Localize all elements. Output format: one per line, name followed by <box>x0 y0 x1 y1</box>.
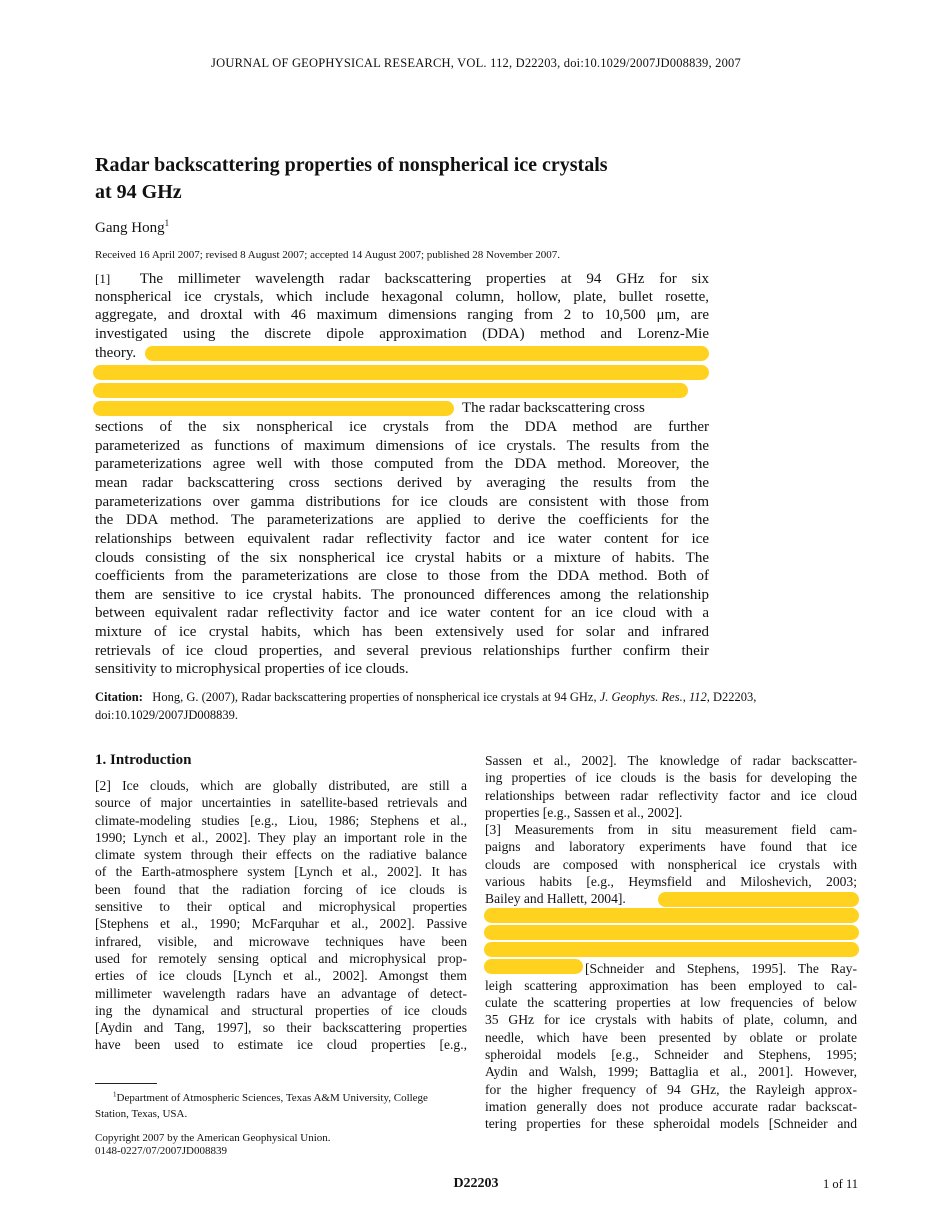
abstract-line: mixture of ice crystal habits, which has been extensively used for solar and infrared <box>95 624 709 640</box>
abstract-line: clouds consisting of the six nonspherical ice crystal habits or a mixture of habits. The <box>95 550 709 566</box>
body-line: [Aydin and Tang, 1997], so their backscattering properties <box>95 1020 467 1036</box>
body-line: have been used to estimate ice cloud properties [e.g., <box>95 1037 467 1053</box>
body-line: climate-modeling studies [e.g., Liou, 1986; Stephens et al., <box>95 812 467 828</box>
citation-text: Hong, G. (2007), Radar backscattering properties of nonspherical ice crystals at 94 GHz, <box>152 690 600 704</box>
publication-dates: Received 16 April 2007; revised 8 August 2007; accepted 14 August 2007; published 28 November 2007. <box>95 249 560 261</box>
abstract-line: retrievals of ice cloud properties, and several previous relationships further confirm their <box>95 643 709 659</box>
body-line: infrared, visible, and microwave techniques have been <box>95 933 467 949</box>
body-line: spheroidal models [e.g., Schneider and Stephens, 1995; <box>485 1047 857 1063</box>
body-line: ing properties of ice clouds is the basis for developing the <box>485 770 857 786</box>
document-id: D22203 <box>453 1176 499 1191</box>
highlight-mark <box>93 401 454 416</box>
body-line: of the Earth-atmosphere system [Lynch et al., 2002]. It has <box>95 864 467 880</box>
title-line-1: Radar backscattering properties of nonspherical ice crystals <box>95 154 608 176</box>
article-title <box>95 152 775 206</box>
abstract-line: nonspherical ice crystals, which include hexagonal column, hollow, plate, bullet rosette, <box>95 289 709 305</box>
body-line: properties [e.g., Sassen et al., 2002]. <box>485 804 683 820</box>
abstract-line: the DDA method. The parameterizations are applied to derive the coefficients for the <box>95 512 709 528</box>
body-line: Bailey and Hallett, 2004]. <box>485 891 626 907</box>
body-line: climate system through their effects on the radiative balance <box>95 847 467 863</box>
author-name <box>95 218 169 237</box>
body-line: [2] Ice clouds, which are globally distributed, are still a <box>95 778 467 793</box>
body-line: paigns and laboratory experiments have found that ice <box>485 839 857 855</box>
body-line: been found that the radiation forcing of ice clouds is <box>95 881 467 897</box>
paragraph-number: [1] <box>95 271 111 286</box>
footnote-text-2: Station, Texas, USA. <box>95 1107 188 1120</box>
abstract-line: them are sensitive to ice crystal habits. The pronounced differences among the relationship <box>95 587 709 603</box>
abstract-line: parameterized as functions of maximum dimensions of ice crystals. The results from the <box>95 438 709 454</box>
body-line: millimeter wavelength radars have an advantage of detect- <box>95 985 467 1001</box>
body-line: [3] Measurements from in situ measurement field cam- <box>485 822 857 838</box>
body-line: needle, which have been presented by oblate or prolate <box>485 1029 857 1045</box>
body-line: Aydin and Walsh, 1999; Battaglia et al., 2001]. However, <box>485 1064 857 1080</box>
body-line: erties of ice clouds [Lynch et al., 2002]. Amongst them <box>95 968 467 984</box>
author-text: Gang Hong <box>95 220 165 236</box>
body-line: source of major uncertainties in satellite-based retrievals and <box>95 795 467 811</box>
title-line-2: at 94 GHz <box>95 181 182 203</box>
page-number: 1 of 11 <box>823 1177 858 1191</box>
author-affiliation-marker: 1 <box>164 218 170 228</box>
highlight-mark <box>484 959 583 974</box>
body-line: [Schneider and Stephens, 1995]. The Ray- <box>585 960 857 976</box>
abstract-line: sensitivity to microphysical properties of ice clouds. <box>95 661 409 677</box>
abstract-line: relationships between equivalent radar reflectivity factor and ice water content for ice <box>95 531 709 547</box>
running-head: JOURNAL OF GEOPHYSICAL RESEARCH, VOL. 112, D22203, doi:10.1029/2007JD008839, 2007 <box>211 56 741 70</box>
citation-volume: 112 <box>688 690 707 704</box>
abstract-line: sections of the six nonspherical ice crystals from the DDA method are further <box>95 419 709 435</box>
body-line: relationships between radar reflectivity factor and ice cloud <box>485 787 857 803</box>
body-line: used for remotely sensing optical and microphysical prop- <box>95 950 467 966</box>
copyright-line: Copyright 2007 by the American Geophysical Union. <box>95 1132 331 1144</box>
body-line: tering properties for these spheroidal models [Schneider and <box>485 1116 857 1132</box>
abstract-line: parameterizations over gamma distributions for ice clouds are consistent with those from <box>95 494 709 510</box>
body-line: for the higher frequency of 94 GHz, the Rayleigh approx- <box>485 1081 857 1097</box>
footnote-marker: 1 <box>113 1090 117 1098</box>
body-line: leigh scattering approximation has been employed to cal- <box>485 977 857 993</box>
body-line: [Stephens et al., 1990; McFarquhar et al., 2002]. Passive <box>95 916 467 932</box>
citation-text-tail: , D22203, <box>706 690 757 704</box>
highlight-mark <box>484 925 859 940</box>
body-column-left <box>95 777 467 1054</box>
abstract-line <box>95 269 709 289</box>
footnote <box>95 1086 467 1122</box>
highlight-mark <box>484 908 859 923</box>
body-line: sensitive to their optical and microphysical properties <box>95 899 467 915</box>
footnote-text: Department of Atmospheric Sciences, Texas A&M University, College <box>116 1091 428 1104</box>
abstract-line: coefficients from the parameterizations are close to those from the DDA method. Both of <box>95 568 709 584</box>
citation <box>95 688 857 724</box>
abstract-line: mean radar backscattering cross sections derived by averaging the results from the <box>95 475 709 491</box>
highlight-mark <box>145 346 709 361</box>
abstract-line: The radar backscattering cross <box>462 400 645 416</box>
citation-journal: J. Geophys. Res. <box>599 690 683 704</box>
abstract-line: between equivalent radar reflectivity factor and ice water content for an ice cloud with a <box>95 605 709 621</box>
highlight-mark <box>93 365 709 380</box>
copyright <box>95 1132 331 1158</box>
citation-label: Citation: <box>95 690 143 704</box>
body-line: Sassen et al., 2002]. The knowledge of radar backscatter- <box>485 753 857 768</box>
abstract-line: theory. <box>95 345 137 361</box>
section-heading: 1. Introduction <box>95 752 192 768</box>
body-line: clouds are composed with nonspherical ice crystals with <box>485 856 857 872</box>
abstract-line: aggregate, and droxtal with 46 maximum dimensions ranging from 2 to 10,500 μm, are <box>95 307 709 323</box>
body-line: ing the dynamical and structural properties of ice clouds <box>95 1002 467 1018</box>
body-line: imation generally does not produce accurate radar backscat- <box>485 1098 857 1114</box>
abstract-line-text: The millimeter wavelength radar backscattering properties at 94 GHz for six <box>139 271 710 287</box>
citation-doi: doi:10.1029/2007JD008839. <box>95 708 239 722</box>
abstract-line: parameterizations agree well with those computed from the DDA method. Moreover, the <box>95 456 709 472</box>
abstract-line: investigated using the discrete dipole approximation (DDA) method and Lorenz-Mie <box>95 326 709 342</box>
highlight-mark <box>484 942 859 957</box>
body-line: 35 GHz for ice crystals with habits of plate, column, and <box>485 1012 857 1028</box>
highlight-mark <box>93 383 688 398</box>
issn-line: 0148-0227/07/2007JD008839 <box>95 1145 227 1157</box>
highlight-mark <box>658 892 859 907</box>
body-line: 1990; Lynch et al., 2002]. They play an important role in the <box>95 829 467 845</box>
body-line: culate the scattering properties at low frequencies of below <box>485 995 857 1011</box>
footnote-rule <box>95 1083 157 1084</box>
citation-sep: , <box>682 690 689 704</box>
body-line: various habits [e.g., Heymsfield and Miloshevich, 2003; <box>485 874 857 890</box>
